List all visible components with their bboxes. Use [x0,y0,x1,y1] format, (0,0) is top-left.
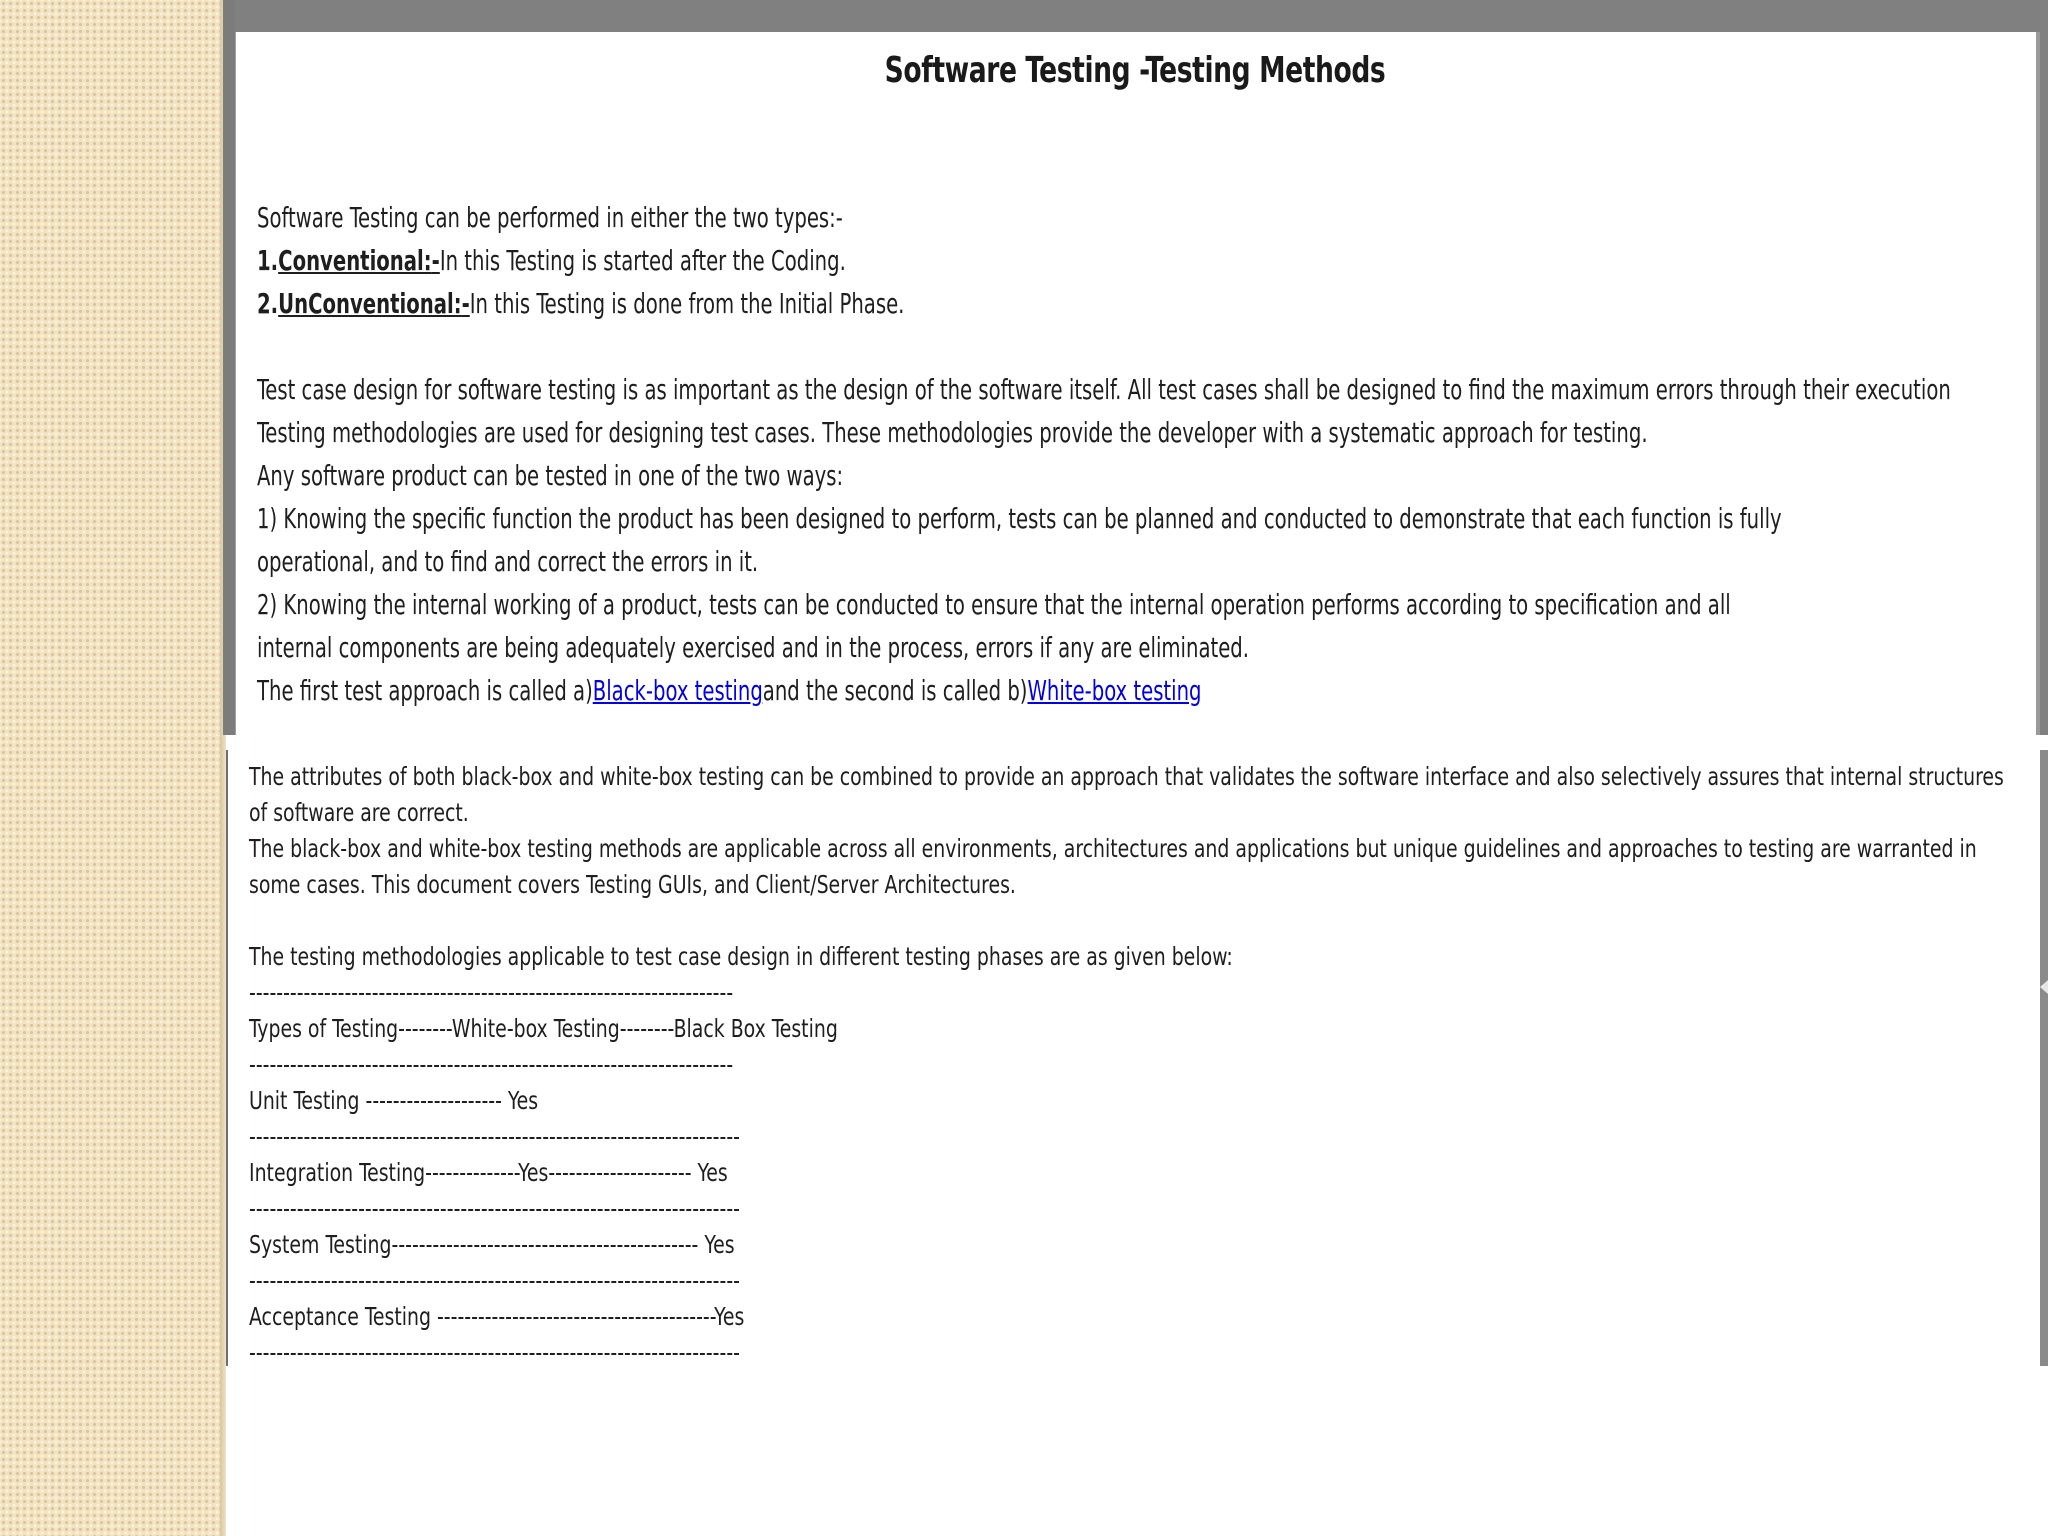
type-item-unconventional [257,282,1989,325]
paragraph-environments: The black-box and white-box testing methods are applicable across all environments, architectures and applications but unique guidelines and approaches to testing are warranted in some cases. This document covers Testing GUIs, and Client/Server Architectures. [249,834,1977,899]
table-row-acceptance-testing: Acceptance Testing -----------------------------------------Yes [249,1302,745,1331]
table-row-system-testing: System Testing--------------------------------------------- Yes [249,1230,735,1259]
approach-sentence [257,669,1989,712]
paragraph-attributes: The attributes of both black-box and white-box testing can be combined to provide an approach that validates the software interface and also selectively assures that internal structures of software are correct. [249,762,2004,827]
top-body-text [257,196,1989,712]
page-title: Software Testing -Testing Methods [884,50,1386,91]
table-rule: ----------------------------------------------------------------------- [249,978,734,1007]
approach-middle: and the second is called b) [762,674,1028,707]
table-rule: ------------------------------------------------------------------------ [249,1194,740,1223]
table-rule: ------------------------------------------------------------------------ [249,1338,740,1367]
type-item-conventional [257,239,1989,282]
approach-prefix: The first test approach is called a) [257,674,593,707]
point-one: 1) Knowing the specific function the product has been designed to perform, tests can be planned and conducted to demonstrate that each function is fully operational, and to find and correct the errors in it. [257,502,1782,578]
paragraph-methodologies: Testing methodologies are used for designing test cases. These methodologies provide the developer with a systematic approach for testing. [257,416,1648,449]
type-description: In this Testing is done from the Initial Phase. [469,287,905,320]
type-number: 2. [257,287,279,320]
point-two: 2) Knowing the internal working of a product, tests can be conducted to ensure that the internal operation performs according to specification and all internal components are being adequately exercised and in the process, errors if any are eliminated. [257,588,1731,664]
paragraph-phases-intro: The testing methodologies applicable to test case design in different testing phases are as given below: [249,942,1233,971]
paragraph-two-ways: Any software product can be tested in one of the two ways: [257,459,844,492]
paragraph-test-case-design: Test case design for software testing is as important as the design of the software itself. All test cases shall be designed to find the maximum errors through their execution [257,373,1951,406]
type-description: In this Testing is started after the Coding. [439,244,846,277]
type-separator: - [431,244,440,277]
table-row-unit-testing: Unit Testing -------------------- Yes [249,1086,539,1115]
table-rule: ------------------------------------------------------------------------ [249,1266,740,1295]
table-row-integration-testing: Integration Testing--------------Yes--------------------- Yes [249,1158,728,1187]
panel-top-left-border [223,0,235,735]
bottom-body-text [249,759,2021,1371]
intro-text: Software Testing can be performed in either the two types:- [257,201,843,234]
table-header-row: Types of Testing--------White-box Testing--------Black Box Testing [249,1014,838,1043]
type-separator: - [461,287,470,320]
black-box-testing-link[interactable]: Black-box testing [592,674,763,707]
panel-bottom-scrollbar [2040,750,2048,1366]
panel-top-right-border [2036,32,2040,735]
type-name: UnConventional: [278,287,462,320]
table-rule: ----------------------------------------------------------------------- [249,1050,734,1079]
table-rule: ------------------------------------------------------------------------ [249,1122,740,1151]
type-number: 1. [257,244,279,277]
decorative-texture-strip [0,0,223,1536]
white-box-testing-link[interactable]: White-box testing [1027,674,1202,707]
type-name: Conventional: [278,244,432,277]
